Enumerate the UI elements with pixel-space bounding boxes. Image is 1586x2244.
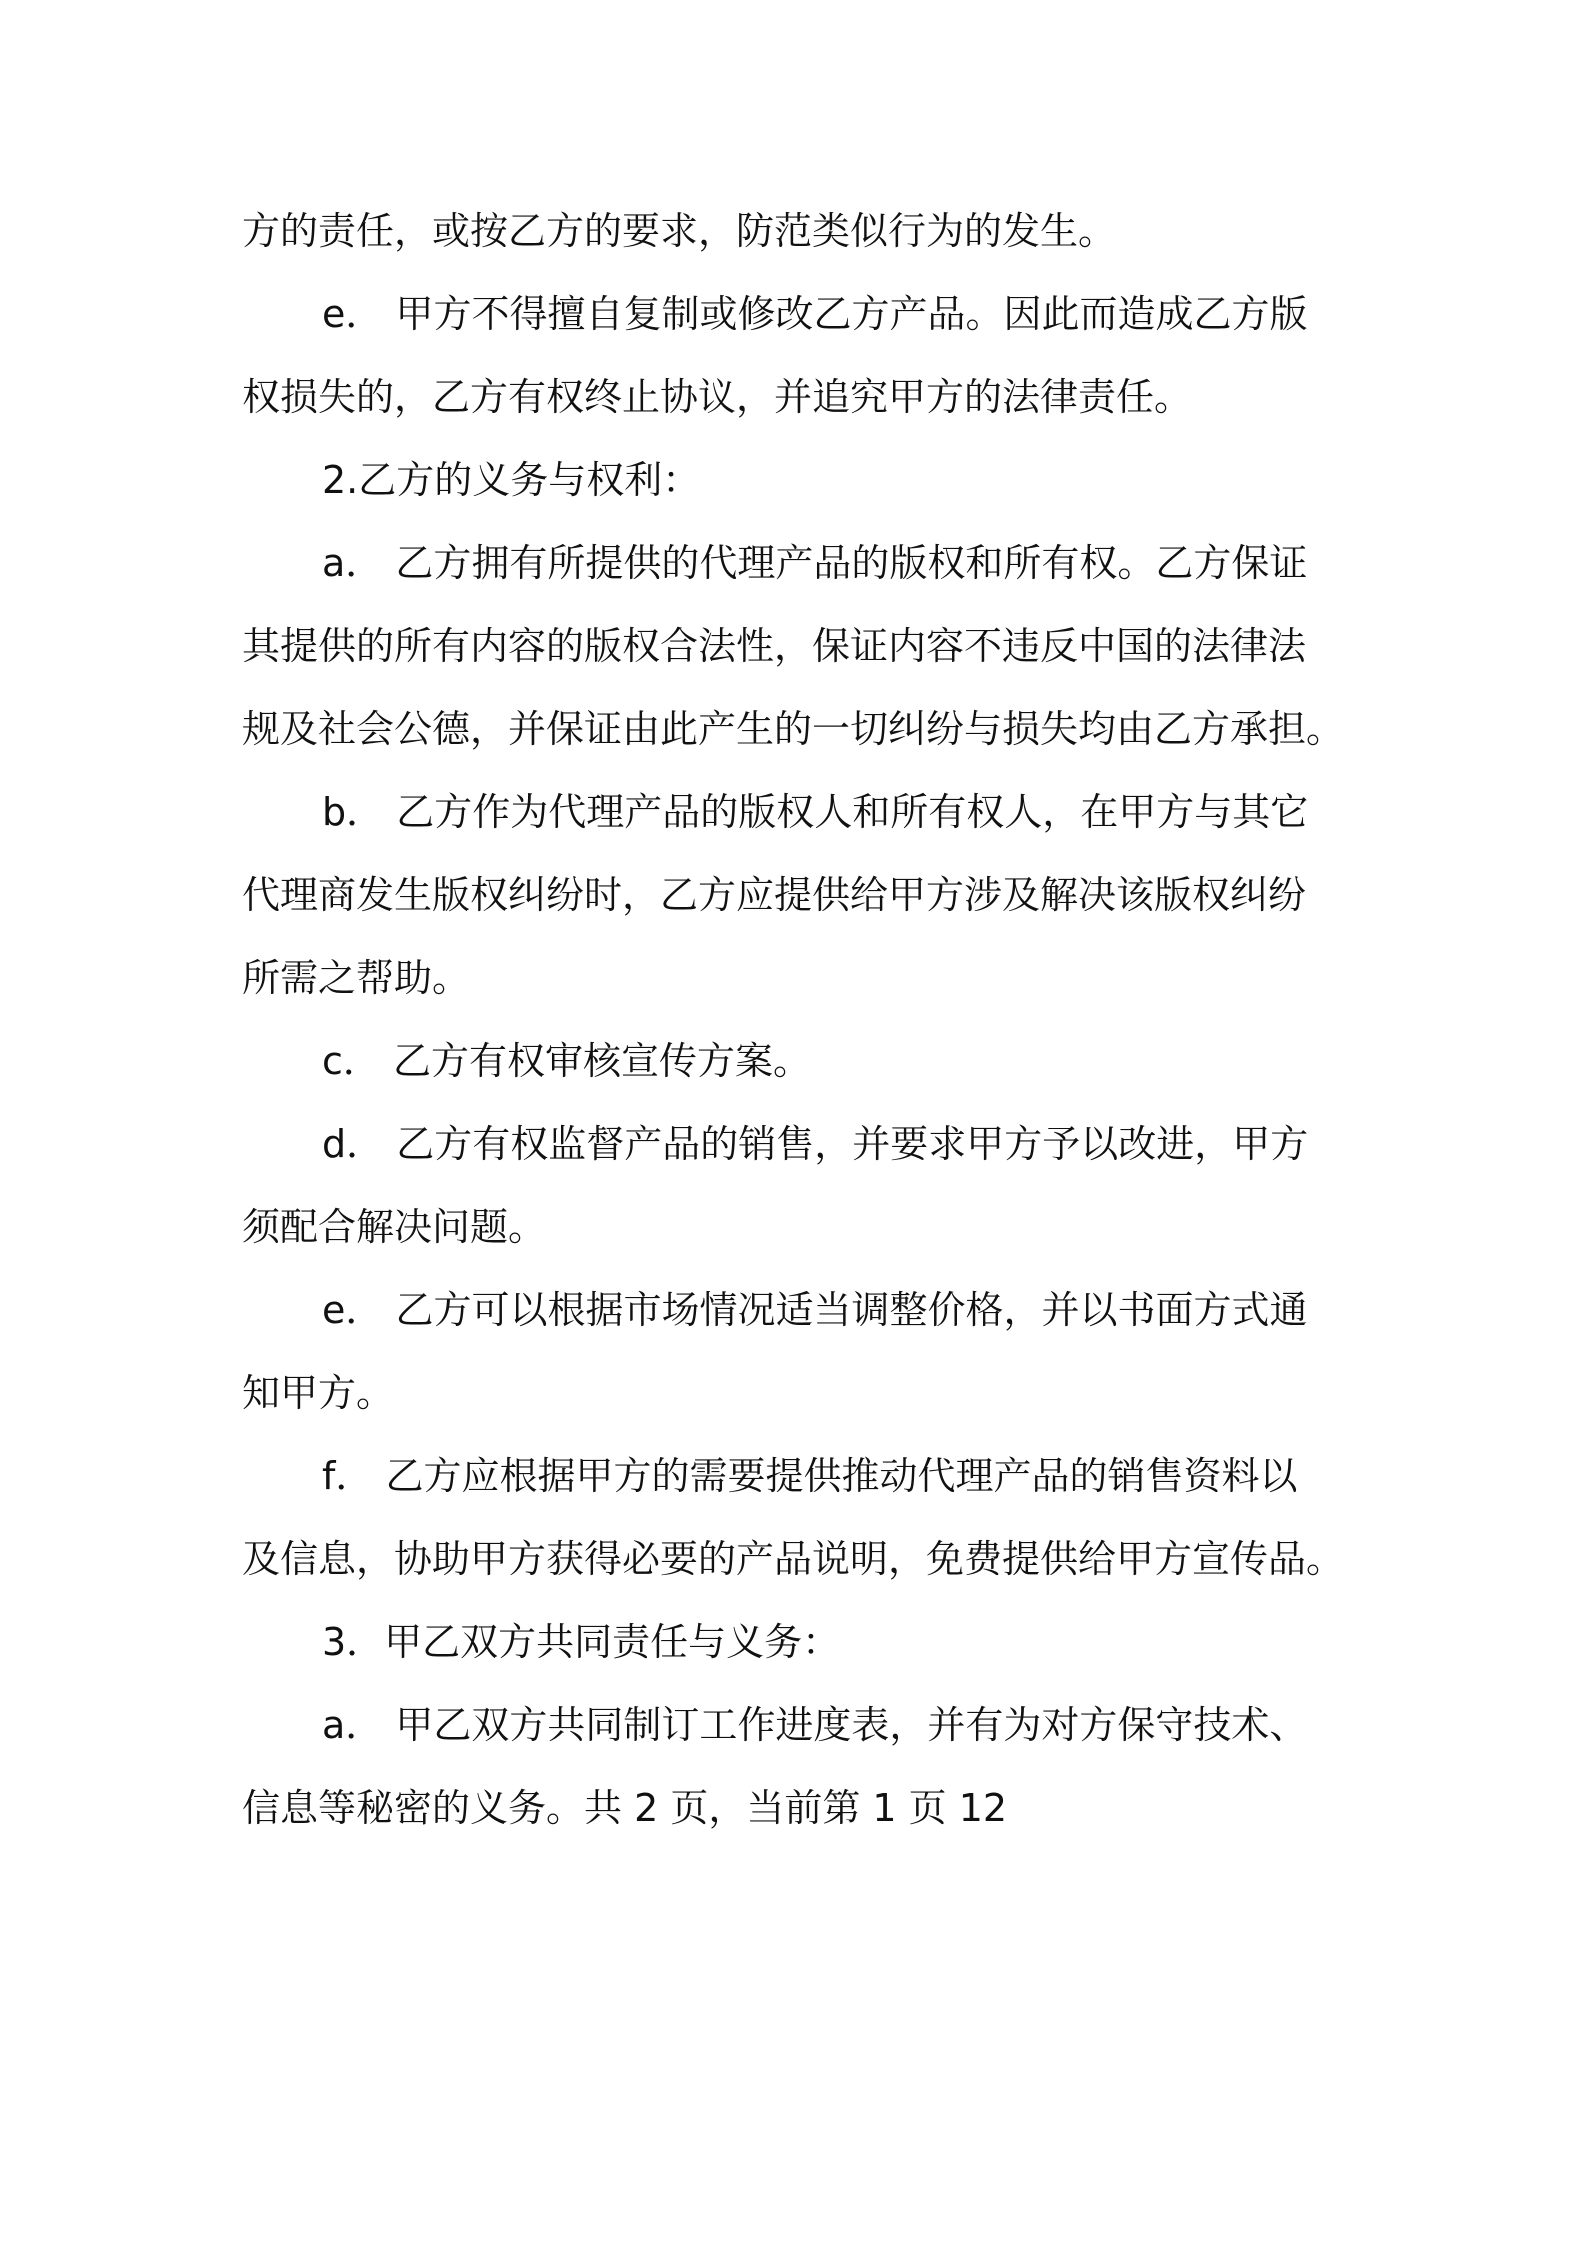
text-line-19: a． 甲乙双方共同制订工作进度表，并有为对方保守技术、 [322,1703,1308,1747]
section-heading-2: 2.乙方的义务与权利： [322,458,701,502]
text-line-20-page-info: 信息等秘密的义务。共 2 页，当前第 1 页 12 [242,1786,1008,1830]
text-line-10: 所需之帮助。 [242,956,471,1000]
text-line-3: 权损失的，乙方有权终止协议，并追究甲方的法律责任。 [242,375,1193,419]
text-line-6: 其提供的所有内容的版权合法性，保证内容不违反中国的法律法 [242,624,1307,668]
text-line-14: e． 乙方可以根据市场情况适当调整价格，并以书面方式通 [322,1288,1308,1332]
text-line-7: 规及社会公德，并保证由此产生的一切纠纷与损失均由乙方承担。 [242,707,1345,751]
text-line-15: 知甲方。 [242,1371,395,1415]
text-line-16: f． 乙方应根据甲方的需要提供推动代理产品的销售资料以 [322,1454,1298,1498]
text-line-12: d． 乙方有权监督产品的销售，并要求甲方予以改进，甲方 [322,1122,1309,1166]
text-line-17: 及信息，协助甲方获得必要的产品说明，免费提供给甲方宣传品。 [242,1537,1345,1581]
text-line-13: 须配合解决问题。 [242,1205,547,1249]
text-line-9: 代理商发生版权纠纷时，乙方应提供给甲方涉及解决该版权纠纷 [242,873,1307,917]
section-heading-3: 3．甲乙双方共同责任与义务： [322,1620,841,1664]
text-line-8: b． 乙方作为代理产品的版权人和所有权人，在甲方与其它 [322,790,1309,834]
text-line-5: a． 乙方拥有所提供的代理产品的版权和所有权。乙方保证 [322,541,1308,585]
text-line-2: e． 甲方不得擅自复制或修改乙方产品。因此而造成乙方版 [322,292,1308,336]
text-line-11: c． 乙方有权审核宣传方案。 [322,1039,811,1083]
document-body [242,190,1362,1850]
text-line-1: 方的责任，或按乙方的要求，防范类似行为的发生。 [242,209,1117,253]
